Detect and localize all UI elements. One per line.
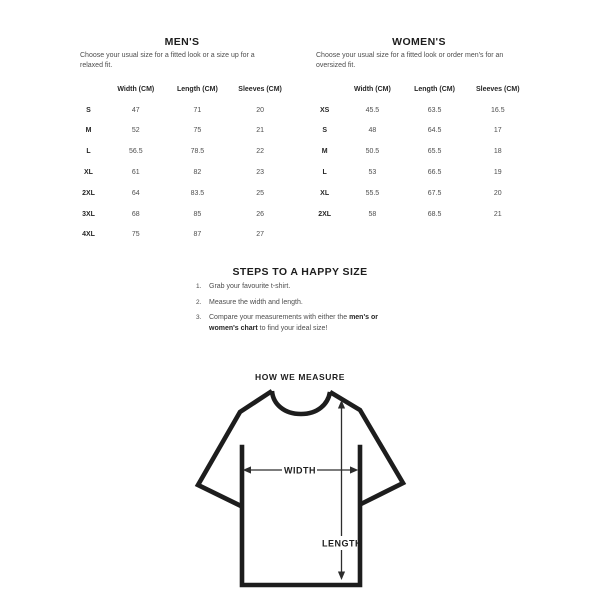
- sleeves-column-header: Sleeves (CM): [476, 85, 520, 93]
- sleeves-value-cell: 26: [256, 210, 264, 218]
- size-label-cell: M: [321, 148, 328, 156]
- step-item: [196, 312, 406, 334]
- womens-description-line: Choose your usual size for a fitted look or order men's for an: [316, 52, 504, 59]
- step-number: 3.: [196, 314, 202, 322]
- step-number: 2.: [196, 298, 202, 306]
- length-value-cell: 68.5: [427, 210, 442, 218]
- length-value-cell: 67.5: [427, 189, 442, 197]
- width-value-cell: 61: [131, 169, 140, 177]
- length-value-cell: 85: [193, 210, 202, 218]
- width-value-cell: 58: [368, 210, 377, 218]
- length-value-cell: 71: [193, 106, 202, 114]
- size-label-cell: M: [85, 127, 92, 135]
- womens-section-title: WOMEN'S: [392, 35, 446, 48]
- womens-description: [316, 51, 530, 70]
- length-value-cell: 78.5: [190, 148, 205, 156]
- tshirt-collar-outline: [272, 391, 330, 414]
- length-value-cell: 65.5: [427, 148, 442, 156]
- womens-description-line: oversized fit.: [316, 61, 356, 69]
- length-value-cell: 64.5: [427, 127, 442, 135]
- size-label-cell: XS: [319, 106, 330, 114]
- measure-section-title: HOW WE MEASURE: [254, 372, 346, 383]
- steps-list: [196, 281, 406, 339]
- length-value-cell: 83.5: [190, 189, 205, 197]
- sleeves-value-cell: 20: [493, 189, 502, 197]
- length-value-cell: 75: [193, 127, 202, 135]
- width-value-cell: 55.5: [365, 189, 380, 197]
- step-item: [196, 281, 406, 292]
- mens-section-title: MEN'S: [164, 35, 200, 48]
- sleeves-value-cell: 16.5: [490, 106, 505, 114]
- sleeves-value-cell: 23: [256, 169, 264, 177]
- length-column-header: Length (CM): [414, 85, 455, 93]
- sleeves-value-cell: 19: [493, 169, 502, 177]
- sleeves-value-cell: 18: [493, 148, 502, 156]
- empty-header-cell: [308, 79, 341, 100]
- width-arrowhead-right: [350, 466, 358, 473]
- size-label-cell: L: [322, 169, 327, 177]
- length-label: LENGTH: [322, 538, 362, 549]
- step-text: [209, 312, 391, 334]
- width-value-cell: 47: [131, 106, 140, 114]
- sleeves-value-cell: 22: [256, 148, 264, 156]
- length-value-cell: 87: [193, 231, 202, 239]
- size-label-cell: XL: [84, 169, 93, 177]
- width-value-cell: 45.5: [365, 106, 380, 114]
- mens-description: [80, 51, 290, 70]
- sleeves-value-cell: 21: [493, 210, 502, 218]
- size-label-cell: 3XL: [82, 210, 95, 218]
- step-text-bold: men's or women's chart: [209, 314, 378, 333]
- length-value-cell: 63.5: [427, 106, 442, 114]
- sleeves-value-cell: 27: [256, 231, 264, 239]
- step-text-before: Compare your measurements with either the: [209, 314, 350, 322]
- step-text: Measure the width and length.: [209, 298, 303, 306]
- size-label-cell: 2XL: [82, 189, 95, 197]
- width-value-cell: 64: [131, 189, 140, 197]
- steps-section-title: STEPS TO A HAPPY SIZE: [232, 265, 368, 278]
- step-text-after: to find your ideal size!: [257, 325, 328, 333]
- width-value-cell: 68: [131, 210, 140, 218]
- length-value-cell: 66.5: [427, 169, 442, 177]
- sleeves-value-cell: 25: [256, 189, 264, 197]
- step-text: Grab your favourite t-shirt.: [209, 283, 291, 290]
- step-number: 1.: [196, 283, 202, 290]
- width-value-cell: 50.5: [365, 148, 380, 156]
- mens-description-line: relaxed fit.: [80, 61, 113, 69]
- width-column-header: Width (CM): [353, 85, 391, 93]
- width-value-cell: 56.5: [128, 148, 143, 156]
- width-label: WIDTH: [284, 465, 316, 476]
- size-label-cell: L: [86, 148, 91, 156]
- width-value-cell: 52: [131, 127, 140, 135]
- width-value-cell: 53: [368, 169, 377, 177]
- size-label-cell: S: [86, 106, 91, 114]
- mens-description-line: Choose your usual size for a fitted look or a size up for a: [80, 52, 255, 59]
- size-label-cell: 2XL: [318, 210, 332, 218]
- empty-header-cell: [72, 79, 105, 100]
- mens-size-table: [72, 79, 292, 245]
- size-label-cell: XL: [320, 189, 330, 197]
- tshirt-measurement-diagram: [193, 383, 407, 593]
- length-column-header: Length (CM): [176, 85, 218, 93]
- size-label-cell: 4XL: [82, 231, 95, 239]
- length-arrowhead-bottom: [338, 572, 345, 581]
- sleeves-column-header: Sleeves (CM): [238, 85, 282, 93]
- step-item: [196, 297, 406, 308]
- width-column-header: Width (CM): [117, 85, 155, 93]
- length-value-cell: 82: [193, 169, 202, 177]
- sleeves-value-cell: 21: [256, 127, 264, 135]
- tshirt-left-sleeve-outline: [198, 391, 272, 506]
- size-label-cell: S: [322, 127, 327, 135]
- width-value-cell: 75: [131, 231, 140, 239]
- sleeves-value-cell: 17: [493, 127, 502, 135]
- womens-size-table: [308, 79, 530, 225]
- width-value-cell: 48: [368, 127, 377, 135]
- sleeves-value-cell: 20: [256, 106, 264, 114]
